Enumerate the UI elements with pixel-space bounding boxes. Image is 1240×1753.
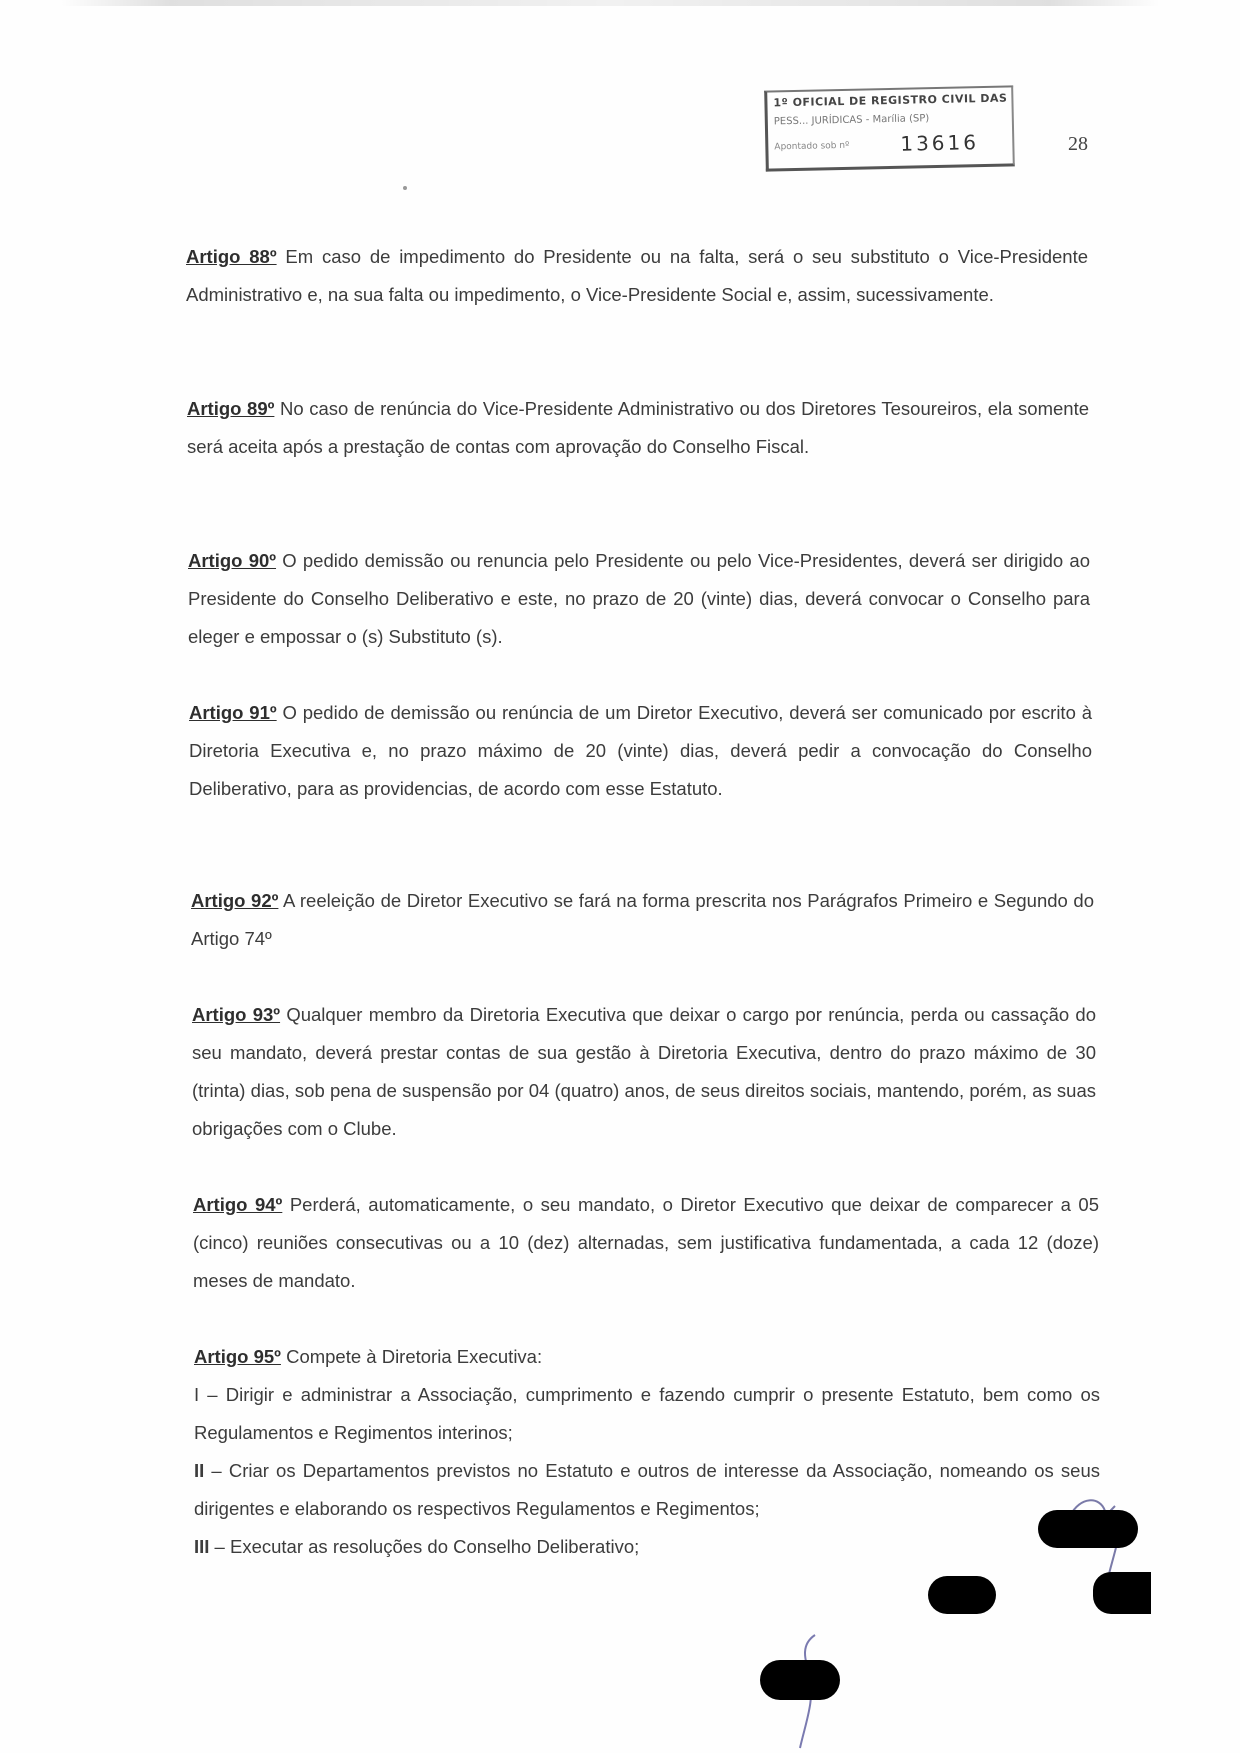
registry-stamp — [764, 85, 1015, 171]
article-text: Em caso de impedimento do Presidente ou na falta, será o seu substituto o Vice-Presidente Administrativo e, na sua falta ou impedimento, o Vice-Presidente Social e, assim, sucessivamente. — [186, 246, 1088, 305]
scan-speck — [403, 186, 407, 190]
article-95-intro — [194, 1338, 1100, 1376]
article-title: Artigo 89º — [187, 398, 275, 419]
scan-edge-shadow — [60, 0, 1160, 6]
article-title: Artigo 91º — [189, 702, 277, 723]
item-text: – Dirigir e administrar a Associação, cumprimento e fazendo cumprir o presente Estatuto, bem como os Regulamentos e Regimentos interinos; — [194, 1384, 1100, 1443]
item-text: – Criar os Departamentos previstos no Estatuto e outros de interesse da Associação, nomeando os seus dirigentes e elaborando os respectivos Regulamentos e Regimentos; — [194, 1460, 1100, 1519]
article-94 — [193, 1186, 1099, 1300]
article-title: Artigo 93º — [192, 1004, 281, 1025]
article-92 — [191, 882, 1094, 958]
article-90 — [188, 542, 1090, 656]
list-item — [194, 1528, 1100, 1566]
stamp-line-3: Apontado sob nº — [774, 140, 850, 153]
article-text: Compete à Diretoria Executiva: — [280, 1346, 543, 1367]
article-88 — [186, 238, 1088, 314]
redaction-mark — [760, 1660, 840, 1700]
article-title: Artigo 90º — [188, 550, 277, 571]
redaction-mark — [1038, 1510, 1138, 1548]
article-95 — [194, 1338, 1100, 1566]
article-text: No caso de renúncia do Vice-Presidente Administrativo ou dos Diretores Tesoureiros, ela somente será aceita após a prestação de contas com aprovação do Conselho Fiscal. — [187, 398, 1090, 457]
article-text: O pedido demissão ou renuncia pelo Presidente ou pelo Vice-Presidentes, deverá ser dirigido ao Presidente do Conselho Deliberativo e este, no prazo de 20 (vinte) dias, deverá convocar o Conselho para eleger e empossar o (s) Substituto (s). — [188, 550, 1091, 647]
item-numeral: II — [194, 1460, 205, 1481]
article-91 — [189, 694, 1092, 808]
item-text: – Executar as resoluções do Conselho Deliberativo; — [209, 1536, 640, 1557]
list-item — [194, 1376, 1100, 1452]
stamp-line-2: PESS... JURÍDICAS - Marília (SP) — [773, 113, 930, 128]
article-title: Artigo 88º — [186, 246, 277, 267]
item-numeral: I — [194, 1384, 200, 1405]
stamp-line-1: 1º OFICIAL DE REGISTRO CIVIL DAS — [773, 91, 1008, 110]
article-title: Artigo 92º — [191, 890, 279, 911]
article-93 — [192, 996, 1096, 1148]
article-title: Artigo 95º — [194, 1346, 281, 1367]
page-number: 28 — [1068, 133, 1088, 155]
redaction-mark — [1093, 1572, 1151, 1614]
list-item — [194, 1452, 1100, 1528]
article-89 — [187, 390, 1089, 466]
article-title: Artigo 94º — [193, 1194, 283, 1215]
stamp-number: 13616 — [900, 130, 980, 156]
article-text: O pedido de demissão ou renúncia de um Diretor Executivo, deverá ser comunicado por escrito à Diretoria Executiva e, no prazo máximo de 20 (vinte) dias, deverá pedir a convocação do Conselho Deliberativo, para as providencias, de acordo com esse Estatuto. — [189, 702, 1092, 799]
article-text: Qualquer membro da Diretoria Executiva que deixar o cargo por renúncia, perda ou cassação do seu mandato, deverá prestar contas de sua gestão à Diretoria Executiva, dentro do prazo máximo de 30 (trinta) dias, sob pena de suspensão por 04 (quatro) anos, de seus direitos sociais, mantendo, porém, as suas obrigações com o Clube. — [192, 1004, 1096, 1139]
redaction-mark — [928, 1576, 996, 1614]
article-text: Perderá, automaticamente, o seu mandato, o Diretor Executivo que deixar de comparecer a 05 (cinco) reuniões consecutivas ou a 10 (dez) alternadas, sem justificativa fundamentada, a cada 12 (doze) meses de mandato. — [193, 1194, 1099, 1291]
item-numeral: III — [194, 1536, 210, 1557]
article-text: A reeleição de Diretor Executivo se fará na forma prescrita nos Parágrafos Primeiro e Segundo do Artigo 74º — [191, 890, 1094, 949]
